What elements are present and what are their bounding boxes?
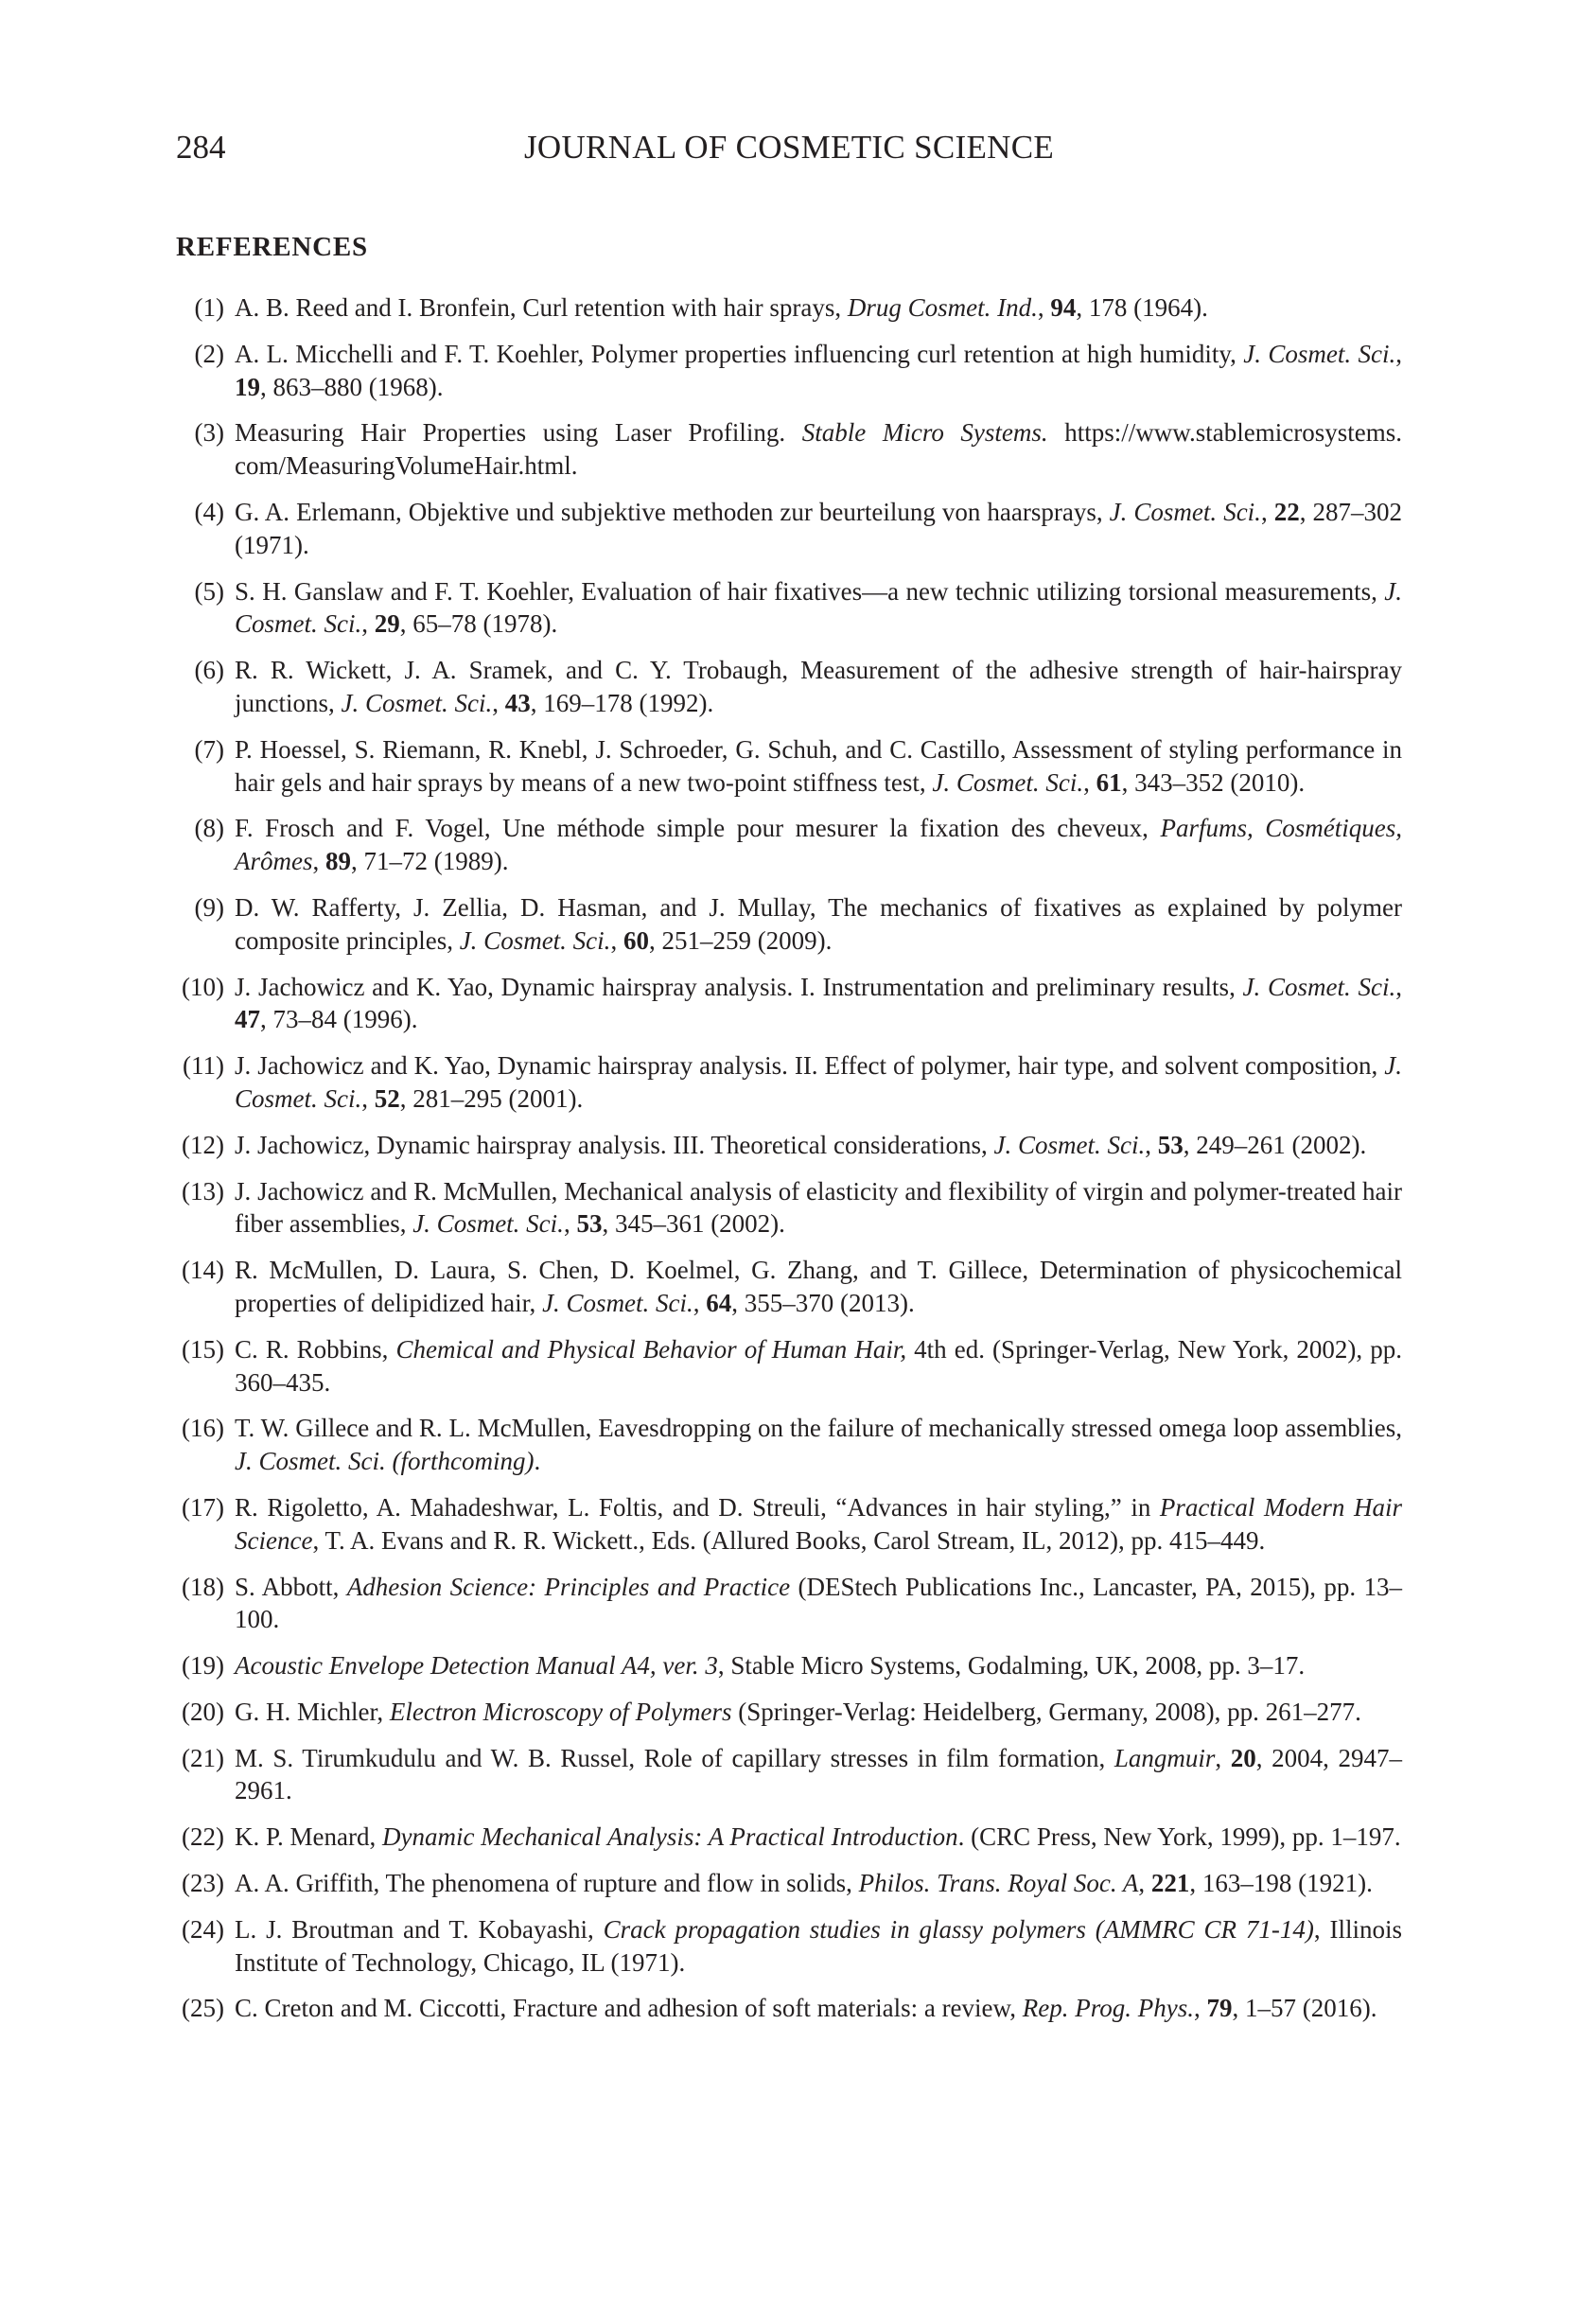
reference-text <box>235 1696 1402 1729</box>
citation-text: , 345–361 (2002). <box>602 1209 785 1239</box>
citation-text: , 65–78 (1978). <box>399 609 558 639</box>
reference-item <box>176 971 1402 1037</box>
citation-text: R. McMullen, D. Laura, S. Chen, D. Koelmel, G. Zhang, and T. Gillece, Determination of physicochemical properties of delipidized hair, <box>235 1256 1402 1317</box>
source-title: Philos. Trans. Royal Soc. A <box>858 1869 1139 1898</box>
citation-text: A. L. Micchelli and F. T. Koehler, Polymer properties influencing curl retention at high humidity, <box>235 339 1244 368</box>
volume-number: 29 <box>374 609 400 639</box>
citation-text: , <box>693 1288 707 1317</box>
reference-number: (20) <box>182 1697 224 1726</box>
reference-item <box>176 1742 1402 1808</box>
volume-number: 47 <box>235 1005 260 1034</box>
citation-text: P. Hoessel, S. Riemann, R. Knebl, J. Schroeder, G. Schuh, and C. Castillo, Assessment of styling performance in hair gels and hair sprays by means of a new two-point stiffness test, <box>235 734 1402 797</box>
source-title: Electron Microscopy of Polymers <box>389 1697 732 1726</box>
reference-number: (25) <box>182 1994 224 2023</box>
reference-number: (13) <box>182 1176 224 1206</box>
source-title: Stable Micro Systems. <box>801 418 1048 448</box>
reference-text <box>235 1992 1402 2025</box>
page-number: 284 <box>176 129 226 166</box>
citation-text: , <box>1260 497 1274 526</box>
reference-text <box>235 416 1402 483</box>
citation-text: , 863–880 (1968). <box>260 372 444 401</box>
reference-text <box>235 575 1402 642</box>
reference-item <box>176 1649 1402 1682</box>
volume-number: 22 <box>1273 497 1300 526</box>
citation-text: , <box>492 688 505 717</box>
reference-number: (16) <box>182 1414 224 1443</box>
citation-text: R. R. Wickett, J. A. Sramek, and C. Y. Trobaugh, Measurement of the adhesive strength of hair-hairspray junctions, <box>235 656 1402 717</box>
reference-item <box>176 496 1402 562</box>
citation-text: , 249–261 (2002). <box>1183 1130 1367 1159</box>
source-title: Parfums, Cosmétiques, Arômes <box>235 814 1403 876</box>
reference-text <box>235 1571 1402 1637</box>
citation-text: , <box>1037 293 1051 322</box>
reference-item <box>176 733 1402 800</box>
citation-text: , 1–57 (2016). <box>1232 1994 1377 2023</box>
citation-text: , <box>1395 339 1402 368</box>
reference-item <box>176 1333 1402 1399</box>
source-title: J. Cosmet. Sci. <box>1109 497 1261 526</box>
citation-text: S. Abbott, <box>235 1572 347 1601</box>
reference-item <box>176 654 1402 720</box>
citation-text: G. H. Michler, <box>235 1697 390 1726</box>
reference-number: (18) <box>182 1572 224 1601</box>
reference-text <box>235 1175 1402 1241</box>
volume-number: 61 <box>1096 767 1122 797</box>
volume-number: 20 <box>1230 1743 1256 1772</box>
source-title: Practical Modern Hair Science <box>235 1492 1402 1555</box>
citation-text: J. Jachowicz and R. McMullen, Mechanical analysis of elasticity and flexibility of virgin and polymer-treated hair fiber assemblies, <box>235 1176 1402 1239</box>
citation-text: 4th ed. (Springer-Verlag, New York, 2002), pp. 360–435. <box>235 1334 1402 1397</box>
citation-text: C. R. Robbins, <box>235 1334 396 1364</box>
reference-item <box>176 1867 1402 1900</box>
citation-text: , <box>1194 1994 1207 2023</box>
citation-text: , 251–259 (2009). <box>648 925 833 955</box>
citation-text: K. P. Menard, <box>235 1822 382 1852</box>
citation-text: , Illinois Institute of Technology, Chicago, IL (1971). <box>235 1914 1402 1977</box>
reference-item <box>176 291 1402 325</box>
reference-item <box>176 1821 1402 1854</box>
citation-text: , <box>1145 1130 1158 1159</box>
source-title: J. Cosmet. Sci. <box>341 688 493 717</box>
reference-item <box>176 1913 1402 1980</box>
citation-text: , <box>312 847 325 876</box>
reference-text <box>235 1049 1402 1116</box>
source-title: Dynamic Mechanical Analysis: A Practical Introduction <box>382 1822 958 1852</box>
citation-text: L. J. Broutman and T. Kobayashi, <box>235 1914 604 1944</box>
citation-text: A. A. Griffith, The phenomena of rupture and flow in solids, <box>235 1869 859 1898</box>
reference-item <box>176 1992 1402 2025</box>
reference-text <box>235 1742 1402 1808</box>
source-title: Rep. Prog. Phys. <box>1022 1994 1194 2023</box>
reference-item <box>176 891 1402 958</box>
reference-text <box>235 1254 1402 1320</box>
reference-number: (24) <box>182 1914 224 1944</box>
source-title: Acoustic Envelope Detection Manual A4, ver. 3 <box>235 1651 718 1681</box>
citation-text: , Stable Micro Systems, Godalming, UK, 2008, pp. 3–17. <box>717 1651 1306 1681</box>
source-title: Crack propagation studies in glassy polymers (AMMRC CR 71-14) <box>603 1914 1314 1944</box>
source-title: J. Cosmet. Sci. <box>932 767 1084 797</box>
reference-number: (17) <box>182 1492 224 1522</box>
citation-text: , 281–295 (2001). <box>399 1083 584 1113</box>
reference-text <box>235 1649 1402 1682</box>
reference-text <box>235 338 1402 404</box>
reference-item <box>176 1129 1402 1162</box>
citation-text: T. W. Gillece and R. L. McMullen, Eavesdropping on the failure of mechanically stressed omega loop assemblies, <box>235 1414 1402 1443</box>
reference-number: (11) <box>183 1051 224 1081</box>
volume-number: 53 <box>576 1209 603 1239</box>
volume-number: 52 <box>374 1083 400 1113</box>
citation-text: J. Jachowicz and K. Yao, Dynamic hairspray analysis. I. Instrumentation and preliminary results, <box>235 972 1243 1001</box>
citation-text: , 2004, 2947–2961. <box>235 1743 1403 1805</box>
volume-number: 64 <box>706 1288 732 1317</box>
citation-text: A. B. Reed and I. Bronfein, Curl retention with hair sprays, <box>235 293 848 322</box>
source-title: J. Cosmet. Sci. <box>542 1288 693 1317</box>
reference-number: (8) <box>194 814 224 843</box>
reference-text <box>235 1821 1402 1854</box>
reference-text <box>235 654 1402 720</box>
citation-text: M. S. Tirumkudulu and W. B. Russel, Role of capillary stresses in film formation, <box>235 1743 1114 1772</box>
source-title: J. Cosmet. Sci. <box>235 1051 1402 1113</box>
volume-number: 19 <box>235 372 260 401</box>
reference-item <box>176 1254 1402 1320</box>
reference-number: (19) <box>182 1651 224 1681</box>
reference-item <box>176 416 1402 483</box>
citation-text: R. Rigoletto, A. Mahadeshwar, L. Foltis, and D. Streuli, “Advances in hair styling,” in <box>235 1492 1160 1522</box>
reference-text <box>235 291 1402 325</box>
reference-number: (2) <box>194 339 224 368</box>
source-title: Adhesion Science: Principles and Practice <box>346 1572 791 1601</box>
reference-text <box>235 1333 1402 1399</box>
reference-item <box>176 1049 1402 1116</box>
volume-number: 89 <box>325 847 351 876</box>
citation-text: , 287–302 (1971). <box>235 497 1403 559</box>
reference-number: (7) <box>194 734 224 764</box>
volume-number: 94 <box>1050 293 1077 322</box>
reference-number: (15) <box>182 1334 224 1364</box>
citation-text: , 71–72 (1989). <box>351 847 509 876</box>
reference-number: (5) <box>194 576 224 606</box>
reference-number: (6) <box>194 656 224 685</box>
citation-text: G. A. Erlemann, Objektive und subjektive methoden zur beurteilung von haarsprays, <box>235 497 1110 526</box>
source-title: J. Cosmet. Sci. <box>993 1130 1146 1159</box>
citation-text: , <box>563 1209 577 1239</box>
citation-text: . (CRC Press, New York, 1999), pp. 1–197. <box>957 1822 1401 1852</box>
reference-text <box>235 1913 1402 1980</box>
citation-text: , 178 (1964). <box>1076 293 1208 322</box>
volume-number: 79 <box>1206 1994 1233 2023</box>
reference-text <box>235 496 1402 562</box>
citation-text: , <box>1138 1869 1151 1898</box>
reference-text <box>235 1867 1402 1900</box>
citation-text: , 73–84 (1996). <box>260 1005 418 1034</box>
source-title: J. Cosmet. Sci. <box>1243 339 1396 368</box>
volume-number: 43 <box>504 688 531 717</box>
reference-text <box>235 733 1402 800</box>
reference-item <box>176 812 1402 878</box>
reference-list <box>176 291 1402 2038</box>
citation-text: J. Jachowicz and K. Yao, Dynamic hairspray analysis. II. Effect of polymer, hair type, and solvent composition, <box>235 1051 1385 1081</box>
reference-number: (23) <box>182 1869 224 1898</box>
citation-text: , 355–370 (2013). <box>731 1288 915 1317</box>
citation-text: S. H. Ganslaw and F. T. Koehler, Evaluation of hair fixatives—a new technic utilizing torsional measurements, <box>235 576 1385 606</box>
reference-item <box>176 575 1402 642</box>
url-text: com/MeasuringVolumeHair.html. <box>235 451 578 481</box>
journal-title: JOURNAL OF COSMETIC SCIENCE <box>523 129 1055 166</box>
citation-text: D. W. Rafferty, J. Zellia, D. Hasman, and J. Mullay, The mechanics of fixatives as explained by polymer composite principles, <box>235 892 1402 955</box>
volume-number: 53 <box>1157 1130 1184 1159</box>
citation-text: , <box>361 1083 375 1113</box>
reference-number: (4) <box>194 497 224 526</box>
source-title: J. Cosmet. Sci. (forthcoming) <box>235 1447 535 1476</box>
citation-text: , <box>361 609 375 639</box>
citation-text: , <box>1395 972 1402 1001</box>
volume-number: 221 <box>1150 1869 1190 1898</box>
citation-text: C. Creton and M. Ciccotti, Fracture and adhesion of soft materials: a review, <box>235 1994 1023 2023</box>
reference-number: (3) <box>194 418 224 448</box>
reference-text <box>235 891 1402 958</box>
source-title: Langmuir <box>1114 1743 1216 1772</box>
reference-text <box>235 1412 1402 1478</box>
citation-text: , 343–352 (2010). <box>1121 767 1306 797</box>
running-head <box>176 127 1402 168</box>
reference-item <box>176 1412 1402 1478</box>
url-text: https://www.stablemicrosystems. <box>1047 418 1402 448</box>
reference-text <box>235 1129 1402 1162</box>
reference-item <box>176 1571 1402 1637</box>
volume-number: 60 <box>623 925 649 955</box>
citation-text: , <box>1215 1743 1231 1772</box>
citation-text: , 169–178 (1992). <box>530 688 714 717</box>
reference-item <box>176 1696 1402 1729</box>
citation-text: F. Frosch and F. Vogel, Une méthode simple pour mesurer la fixation des cheveux, <box>235 814 1161 843</box>
citation-text: , <box>1083 767 1096 797</box>
source-title: Drug Cosmet. Ind. <box>847 293 1038 322</box>
reference-item <box>176 1491 1402 1558</box>
citation-text: , T. A. Evans and R. R. Wickett., Eds. (Allured Books, Carol Stream, IL, 2012), pp. 415–449. <box>312 1525 1266 1555</box>
citation-text: Measuring Hair Properties using Laser Profiling. <box>235 418 802 448</box>
citation-text: (DEStech Publications Inc., Lancaster, PA, 2015), pp. 13–100. <box>235 1572 1402 1634</box>
reference-number: (21) <box>182 1743 224 1772</box>
reference-number: (9) <box>194 892 224 922</box>
reference-number: (14) <box>182 1256 224 1285</box>
reference-number: (1) <box>194 293 224 322</box>
reference-text <box>235 971 1402 1037</box>
source-title: Chemical and Physical Behavior of Human Hair, <box>395 1334 907 1364</box>
reference-item <box>176 338 1402 404</box>
citation-text: (Springer-Verlag: Heidelberg, Germany, 2008), pp. 261–277. <box>731 1697 1361 1726</box>
source-title: J. Cosmet. Sci. <box>235 576 1402 639</box>
reference-number: (10) <box>182 972 224 1001</box>
reference-number: (22) <box>182 1822 224 1852</box>
source-title: J. Cosmet. Sci. <box>1242 972 1396 1001</box>
source-title: J. Cosmet. Sci. <box>412 1209 564 1239</box>
citation-text: . <box>534 1447 541 1476</box>
reference-number: (12) <box>182 1130 224 1159</box>
reference-text <box>235 1491 1402 1558</box>
citation-text: , <box>610 925 623 955</box>
reference-text <box>235 812 1402 878</box>
citation-text: , 163–198 (1921). <box>1189 1869 1373 1898</box>
references-heading: REFERENCES <box>176 232 368 262</box>
source-title: J. Cosmet. Sci. <box>459 925 611 955</box>
reference-item <box>176 1175 1402 1241</box>
citation-text: J. Jachowicz, Dynamic hairspray analysis. III. Theoretical considerations, <box>235 1130 994 1159</box>
